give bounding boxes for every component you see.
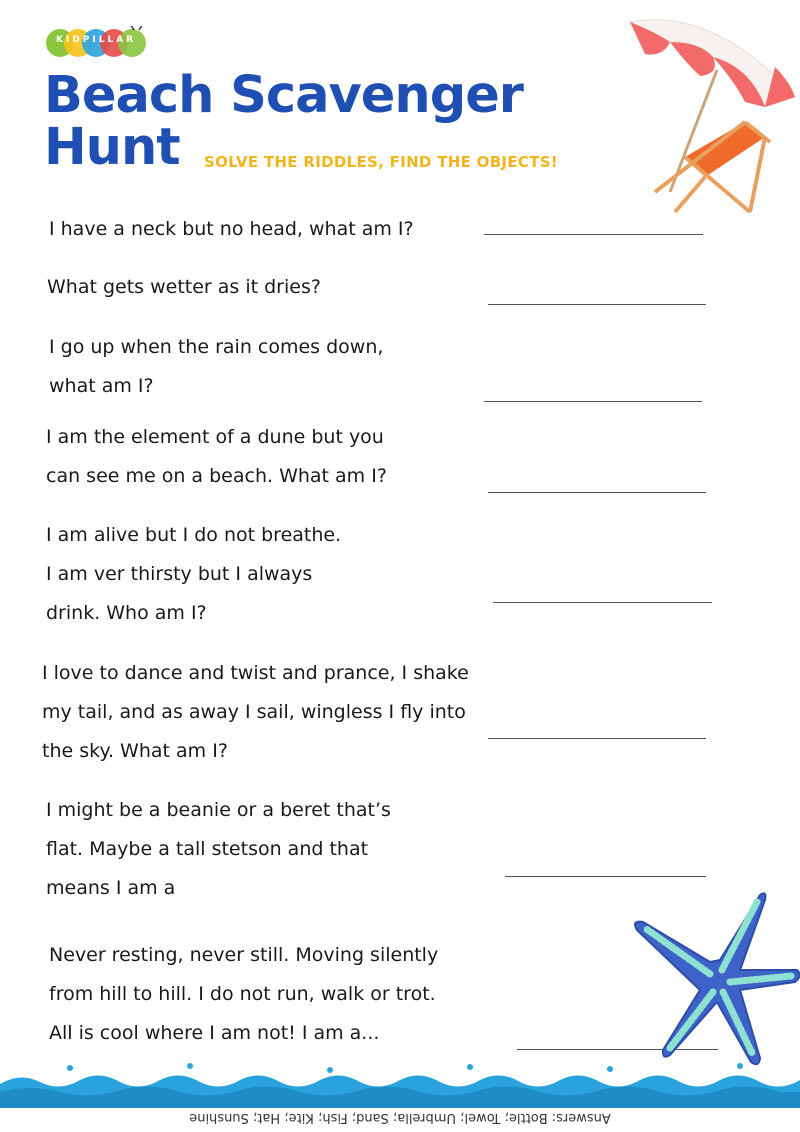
riddle-8-line-1: Never resting, never still. Moving silently xyxy=(49,944,439,966)
page-subtitle: SOLVE THE RIDDLES, FIND THE OBJECTS! xyxy=(204,153,558,171)
answer-line-1[interactable] xyxy=(484,234,703,235)
answer-line-3[interactable] xyxy=(484,401,702,402)
answer-line-6[interactable] xyxy=(488,738,706,739)
beach-umbrella-chair-icon xyxy=(625,12,800,217)
riddle-7-line-3: means I am a xyxy=(46,877,176,899)
riddle-3-line-1: I go up when the rain comes down, xyxy=(49,336,384,358)
title-line-1: Beach Scavenger xyxy=(44,66,523,125)
riddle-4-line-1: I am the element of a dune but you xyxy=(46,426,384,448)
starfish-icon xyxy=(625,890,800,1070)
answer-line-5[interactable] xyxy=(493,602,712,603)
riddle-7 xyxy=(46,791,391,908)
riddle-6 xyxy=(42,654,469,771)
riddle-4-line-2: can see me on a beach. What am I? xyxy=(46,465,387,487)
riddle-4 xyxy=(46,418,387,496)
title-line-2: Hunt xyxy=(44,118,180,177)
waves-icon xyxy=(0,1058,800,1108)
riddle-3-line-2: what am I? xyxy=(49,375,154,397)
riddle-1-line-1: I have a neck but no head, what am I? xyxy=(49,218,414,240)
logo-text: KIDPILLAR xyxy=(56,35,137,45)
riddle-5 xyxy=(46,516,341,633)
riddle-2-line-1: What gets wetter as it dries? xyxy=(47,276,321,298)
riddle-7-line-1: I might be a beanie or a beret that’s xyxy=(46,799,391,821)
answer-line-7[interactable] xyxy=(505,876,706,877)
riddle-5-line-2: I am ver thirsty but I always xyxy=(46,563,313,585)
answer-line-2[interactable] xyxy=(488,304,706,305)
riddle-2 xyxy=(47,268,321,307)
riddle-3 xyxy=(49,328,383,406)
riddle-6-line-1: I love to dance and twist and prance, I shake xyxy=(42,662,469,684)
riddle-1 xyxy=(49,210,414,249)
riddle-6-line-3: the sky. What am I? xyxy=(42,740,228,762)
riddle-5-line-3: drink. Who am I? xyxy=(46,602,207,624)
riddle-8 xyxy=(49,936,438,1053)
riddle-5-line-1: I am alive but I do not breathe. xyxy=(46,524,342,546)
riddle-8-line-2: from hill to hill. I do not run, walk or trot. xyxy=(49,983,436,1005)
kidpillar-logo xyxy=(46,22,156,64)
riddle-8-line-3: All is cool where I am not! I am a... xyxy=(49,1022,380,1044)
riddle-6-line-2: my tail, and as away I sail, wingless I fly into xyxy=(42,701,466,723)
answer-line-4[interactable] xyxy=(488,492,706,493)
answer-key: Answers: Bottle; Towel; Umbrella; Sand; Fish; Kite; Hat; Sunshine xyxy=(189,1110,611,1125)
riddle-7-line-2: flat. Maybe a tall stetson and that xyxy=(46,838,369,860)
